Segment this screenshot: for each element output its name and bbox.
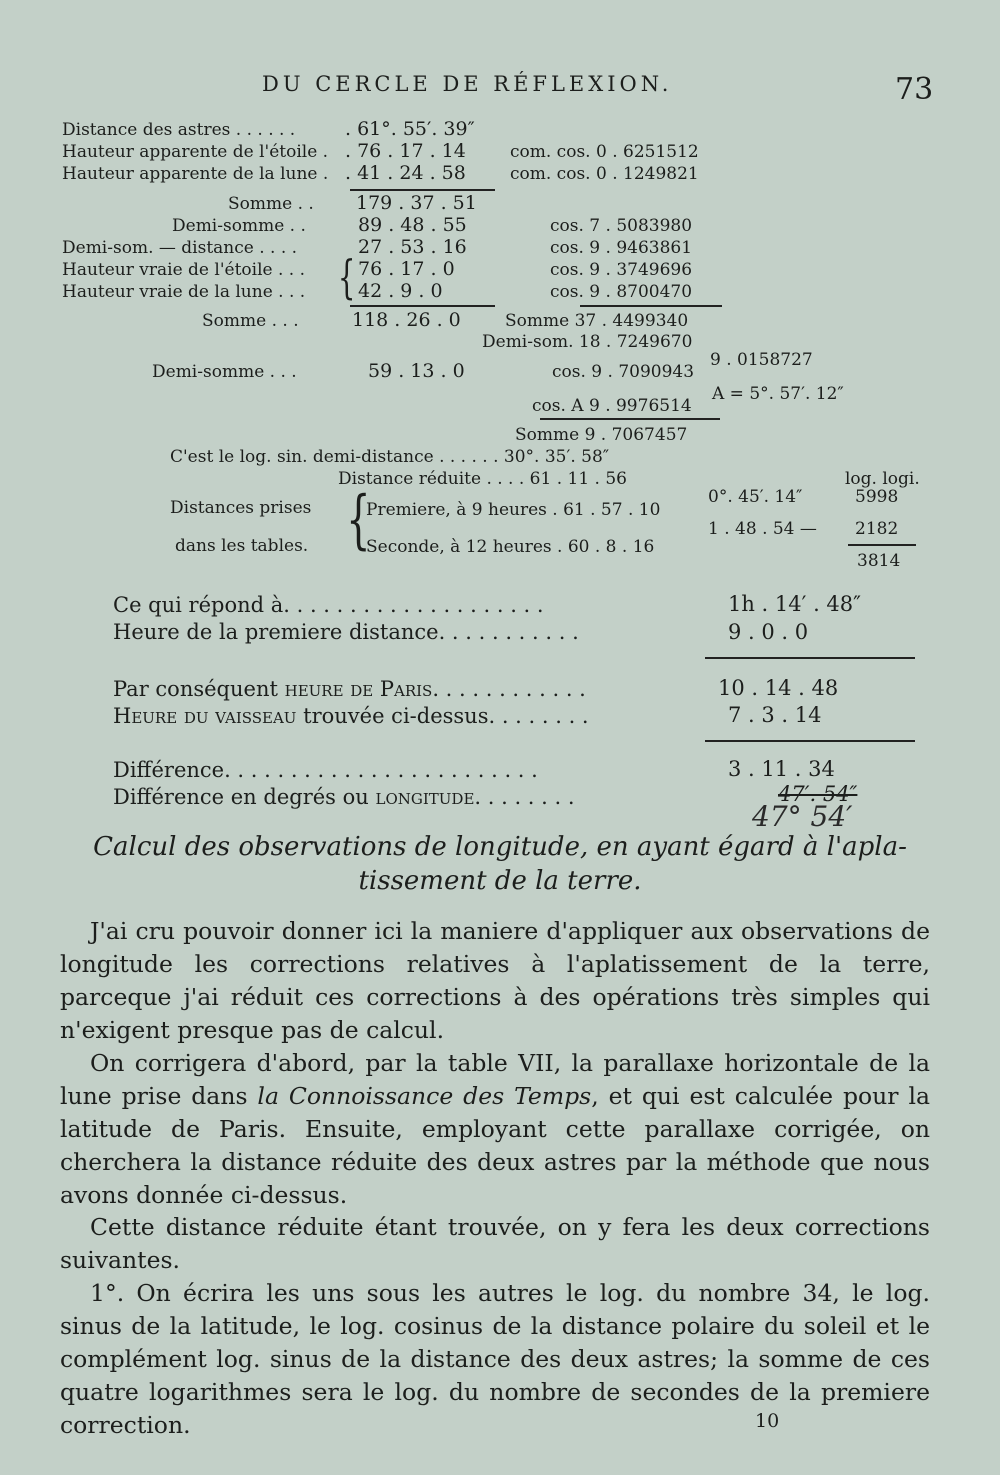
result-label: Différence en degrés ou longitude. . . . . . . . — [113, 785, 575, 809]
distances-label: dans les tables. — [175, 536, 309, 556]
row-label: Demi-som. — distance . . . . — [62, 238, 298, 258]
row-value: 59 . 13 . 0 — [368, 360, 465, 382]
row-value: 179 . 37 . 51 — [356, 192, 477, 214]
row-log: com. cos. 0 . 1249821 — [510, 164, 699, 184]
distances-label: Distances prises — [170, 498, 312, 518]
log-logi-header: log. logi. — [845, 469, 920, 489]
difference-value: 1 . 48 . 54 — — [708, 519, 817, 539]
row-log: Somme 37 . 4499340 — [505, 311, 689, 331]
row-log: Demi-som. 18 . 7249670 — [482, 332, 693, 352]
paragraph: 1°. On écrira les uns sous les autres le log. du nombre 34, le log. sinus de la latitude, le log. cosinus de la distance polaire du soleil et le complément log. sinus de la distance des deux astres; la somme de ces quatre logarithmes sera le log. du nombre de secondes de la premiere correction. — [60, 1279, 930, 1439]
row-label: Somme . . . — [202, 311, 299, 331]
row-value: . 41 . 24 . 58 — [345, 162, 466, 184]
struck-value: 47′. 54″ — [778, 782, 858, 806]
running-header: DU CERCLE DE RÉFLEXION. — [262, 72, 673, 96]
result-label: Ce qui répond à. . . . . . . . . . . . . . . . . . . . — [113, 593, 544, 617]
sum-rule — [705, 740, 915, 742]
section-heading: Calcul des observations de longitude, en ayant égard à l'apla- tissement de la terre. — [93, 832, 907, 896]
paragraph: Cette distance réduite étant trouvée, on y fera les deux corrections suivantes. — [60, 1213, 930, 1274]
angle-a: A = 5°. 57′. 12″ — [712, 384, 844, 404]
row-label: Hauteur vraie de l'étoile . . . — [62, 260, 305, 280]
row-log: cos. 9 . 7090943 — [552, 362, 695, 382]
row-value: 42 . 9 . 0 — [358, 280, 443, 302]
row-value: . 61°. 55′. 39″ — [345, 118, 475, 140]
result-value: 1h . 14′ . 48″ — [728, 592, 861, 616]
result-label: Par conséquent heure de Paris. . . . . . . . . . . . — [113, 677, 586, 701]
row-label: Somme . . — [228, 194, 314, 214]
logistic-log: 2182 — [855, 519, 899, 539]
row-log: cos. 9 . 8700470 — [550, 282, 693, 302]
row-log: com. cos. 0 . 6251512 — [510, 142, 699, 162]
result-value: 9 . 0 . 0 — [728, 620, 809, 644]
logistic-log: 5998 — [855, 487, 899, 507]
row-value: 89 . 48 . 55 — [358, 214, 467, 236]
result-label: Heure du vaisseau trouvée ci-dessus. . . . . . . . — [113, 704, 589, 728]
sum-rule — [705, 657, 915, 659]
side-log: 9 . 0158727 — [710, 350, 813, 370]
row-label: Hauteur apparente de la lune . — [62, 164, 329, 184]
row-label: Hauteur apparente de l'étoile . — [62, 142, 329, 162]
paragraph: J'ai cru pouvoir donner ici la maniere d'appliquer aux observations de longitude les corrections relatives à l'aplatissement de la terre, parceque j'ai réduit ces corrections à des opérations très simples qui n'exigent presque pas de calcul. — [60, 917, 930, 1044]
result-value: 7 . 3 . 14 — [728, 703, 822, 727]
sum-rule — [350, 305, 495, 307]
brace-icon: { — [346, 483, 371, 557]
row-label: Hauteur vraie de la lune . . . — [62, 282, 306, 302]
row-log: Somme 9 . 7067457 — [515, 425, 688, 445]
result-value: 10 . 14 . 48 — [718, 676, 839, 700]
row-value: 76 . 17 . 0 — [358, 258, 455, 280]
row-label: Distance des astres . . . . . . — [62, 120, 296, 140]
row-value: 27 . 53 . 16 — [358, 236, 467, 258]
page-number: 73 — [895, 72, 934, 107]
paragraph: On corrigera d'abord, par la table VII, la parallaxe horizontale de la lune prise dans la Connoissance des Temps, et qui est calculée pour la latitude de Paris. Ensuite, employant cette parallaxe corrigée, on cherchera la distance réduite des deux astres par la méthode que nous avons donnée ci-dessus. — [60, 1049, 930, 1209]
row-label: Demi-somme . . — [172, 216, 306, 236]
row-label: Demi-somme . . . — [152, 362, 297, 382]
row-value: 118 . 26 . 0 — [352, 309, 461, 331]
handwritten-correction: 47° 54′ — [752, 800, 853, 833]
result-label: Heure de la premiere distance. . . . . . . . . . . — [113, 620, 579, 644]
sum-rule — [848, 544, 916, 546]
signature-mark: 10 — [755, 1410, 780, 1432]
brace-icon: { — [337, 250, 356, 304]
row-log: cos. 9 . 3749696 — [550, 260, 693, 280]
reduced-distance-row: Distance réduite . . . . 61 . 11 . 56 — [338, 469, 627, 489]
row-log: cos. A 9 . 9976514 — [532, 396, 692, 416]
sum-rule — [580, 305, 722, 307]
row-log: cos. 7 . 5083980 — [550, 216, 693, 236]
logistic-log: 3814 — [857, 551, 901, 571]
row-value: . 76 . 17 . 14 — [345, 140, 466, 162]
second-distance-row: Seconde, à 12 heures . 60 . 8 . 16 — [366, 537, 655, 557]
log-sin-row: C'est le log. sin. demi-distance . . . . . . 30°. 35′. 58″ — [170, 447, 610, 467]
result-label: Différence. . . . . . . . . . . . . . . . . . . . . . . . — [113, 758, 538, 782]
sum-rule — [540, 418, 720, 420]
difference-value: 0°. 45′. 14″ — [708, 487, 803, 507]
first-distance-row: Premiere, à 9 heures . 61 . 57 . 10 — [366, 500, 661, 520]
sum-rule — [350, 189, 495, 191]
result-value: 3 . 11 . 34 — [728, 757, 835, 781]
row-log: cos. 9 . 9463861 — [550, 238, 693, 258]
